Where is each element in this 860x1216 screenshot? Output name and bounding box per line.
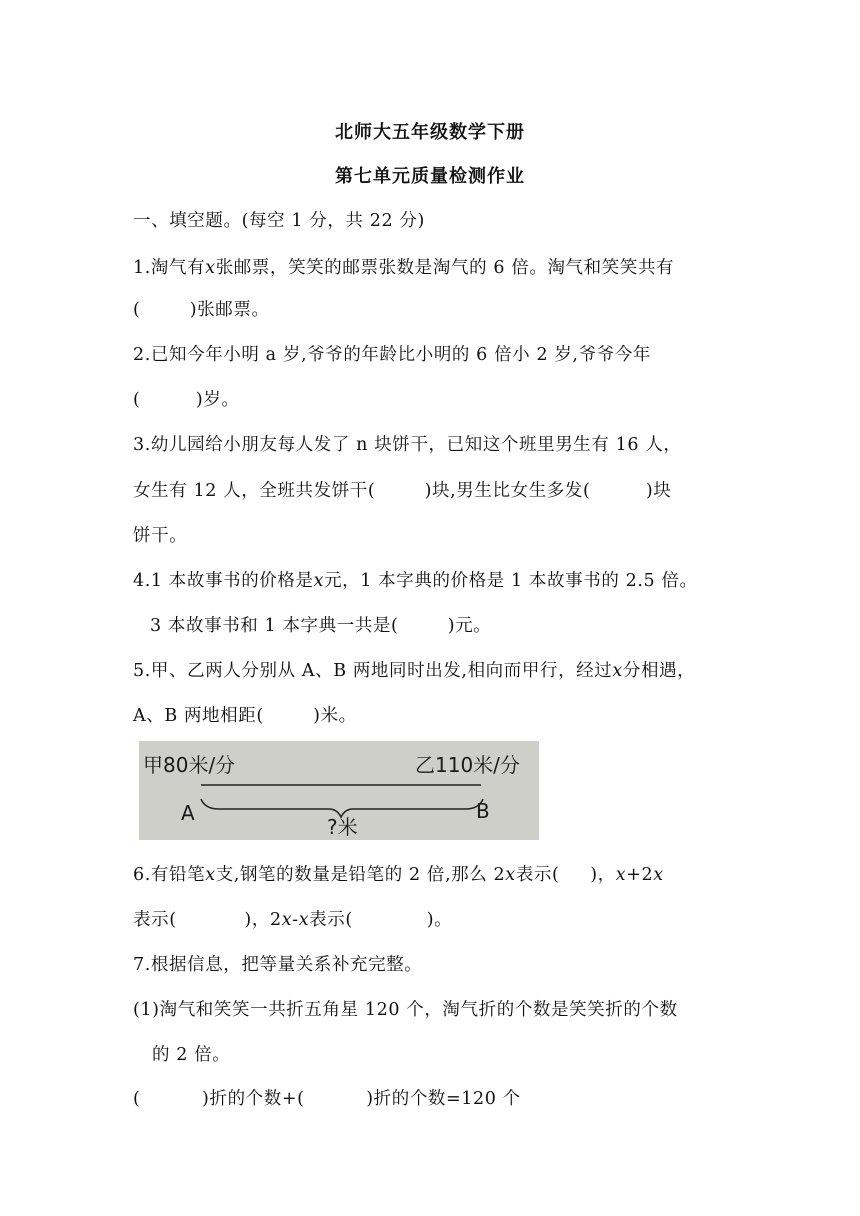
left-speed-label: 甲80米/分 bbox=[143, 753, 236, 777]
question-4-line-1: 4.1 本故事书的价格是x元，1 本字典的价格是 1 本故事书的 2.5 倍。 bbox=[133, 571, 698, 591]
question-4-line-2: 3 本故事书和 1 本字典一共是( )元。 bbox=[150, 616, 492, 636]
question-6-line-1: 6.有铅笔x支,钢笔的数量是铅笔的 2 倍,那么 2x表示( )，x+2x bbox=[133, 865, 664, 885]
distance-diagram bbox=[139, 741, 539, 840]
right-speed-label: 乙110米/分 bbox=[415, 753, 520, 777]
question-3-line-2: 女生有 12 人，全班共发饼干( )块,男生比女生多发( )块 bbox=[133, 481, 672, 501]
question-7-sub1-line-3: ( )折的个数+( )折的个数=120 个 bbox=[133, 1089, 521, 1109]
question-1-line-2: ( )张邮票。 bbox=[133, 300, 270, 320]
question-5-line-2: A、B 两地相距( )米。 bbox=[133, 706, 357, 726]
question-2-line-1: 2.已知今年小明 a 岁,爷爷的年龄比小明的 6 倍小 2 岁,爷爷今年 bbox=[133, 345, 651, 365]
point-a-label: A bbox=[181, 801, 195, 825]
question-7-sub1-line-2: 的 2 倍。 bbox=[152, 1045, 231, 1065]
question-5-line-1: 5.甲、乙两人分别从 A、B 两地同时出发,相向而甲行，经过x分相遇， bbox=[133, 661, 696, 681]
page-title: 北师大五年级数学下册 bbox=[335, 122, 525, 143]
question-6-line-2: 表示( )，2x-x表示( )。 bbox=[133, 910, 453, 930]
distance-label: ?米 bbox=[327, 815, 358, 839]
question-7-sub1-line-1: (1)淘气和笑笑一共折五角星 120 个，淘气折的个数是笑笑折的个数 bbox=[133, 1000, 678, 1020]
section-heading: 一、填空题。(每空 1 分，共 22 分) bbox=[133, 211, 425, 231]
question-3-line-1: 3.幼儿园给小朋友每人发了 n 块饼干，已知这个班里男生有 16 人， bbox=[133, 435, 682, 455]
point-b-label: B bbox=[476, 799, 490, 823]
question-1-line-1: 1.淘气有x张邮票，笑笑的邮票张数是淘气的 6 倍。淘气和笑笑共有 bbox=[133, 258, 675, 278]
question-3-line-3: 饼干。 bbox=[133, 526, 188, 546]
question-2-line-2: ( )岁。 bbox=[133, 390, 240, 410]
page-subtitle: 第七单元质量检测作业 bbox=[335, 166, 525, 187]
question-7-line-1: 7.根据信息，把等量关系补充完整。 bbox=[133, 955, 423, 975]
